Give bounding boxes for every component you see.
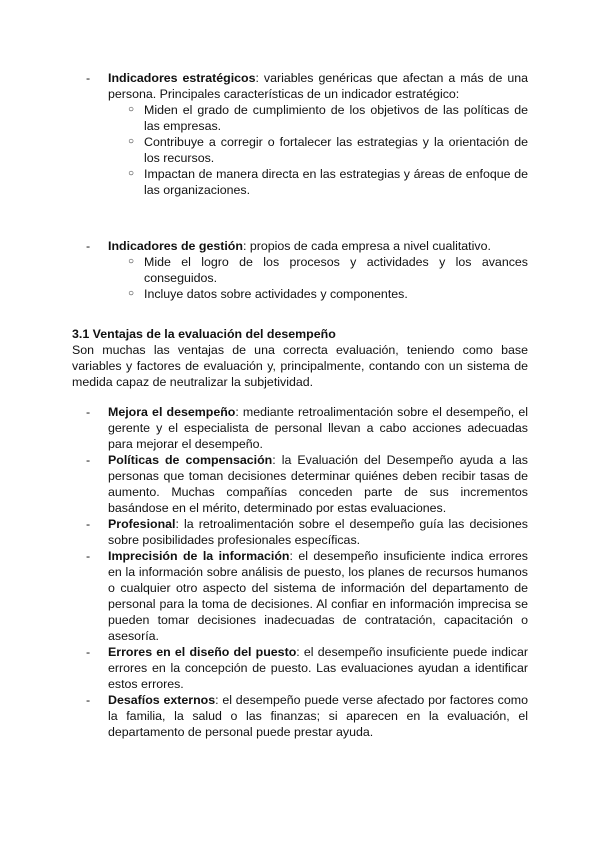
- sub-list-item: ○ Contribuye a corregir o fortalecer las estrategias y la orientación de los recursos.: [128, 135, 528, 165]
- term: Imprecisión de la información: [108, 549, 290, 563]
- dash-bullet: -: [86, 71, 91, 85]
- dash-bullet: -: [86, 645, 91, 659]
- dash-bullet: -: [86, 549, 91, 563]
- list-item: [72, 404, 528, 452]
- term: Indicadores estratégicos: [108, 71, 256, 85]
- circle-bullet: ○: [128, 256, 135, 267]
- definition: : propios de cada empresa a nivel cualitativo.: [242, 239, 491, 253]
- circle-bullet: ○: [128, 168, 135, 179]
- dash-bullet: -: [86, 693, 91, 707]
- dash-bullet: -: [86, 453, 91, 467]
- list-item: [72, 238, 528, 254]
- list-item: [72, 516, 528, 548]
- advantages-section: [72, 326, 528, 390]
- definition: : mediante retroalimentación sobre el desempeño, el gerente y el especialista de personal llevan a cabo acciones adecuadas para mejorar el desempeño.: [108, 405, 529, 451]
- strategic-indicators-block: [72, 70, 528, 198]
- definition: : la Evaluación del Desempeño ayuda a las personas que toman decisiones determinar quiénes deben recibir tasas de aumento. Muchas compañías conceden parte de sus incrementos basándose en el mérito, determinado por estas evaluaciones.: [108, 453, 528, 515]
- circle-bullet: ○: [128, 288, 135, 299]
- circle-bullet: ○: [128, 136, 135, 147]
- section-heading: 3.1 Ventajas de la evaluación del desempeño: [72, 327, 336, 341]
- dash-bullet: -: [86, 405, 91, 419]
- dash-bullet: -: [86, 517, 91, 531]
- dash-bullet: -: [86, 239, 91, 253]
- circle-bullet: ○: [128, 104, 135, 115]
- definition: : el desempeño insuficiente puede indicar errores en la concepción de puesto. Las evaluaciones ayudan a identificar estos errores.: [108, 645, 528, 691]
- sub-list-item: ○ Incluye datos sobre actividades y componentes.: [128, 287, 408, 301]
- list-item: [72, 548, 528, 644]
- term: Mejora el desempeño: [108, 405, 236, 419]
- definition: : variables genéricas que afectan a más de una persona. Principales características de un indicador estratégico:: [108, 71, 528, 101]
- list-item: [72, 452, 528, 516]
- advantages-list: [72, 404, 528, 740]
- intro-paragraph: Son muchas las ventajas de una correcta evaluación, teniendo como base variables y factores de evaluación y, principalmente, contando con un sistema de medida capaz de neutralizar la subjetividad.: [72, 343, 528, 389]
- management-indicators-block: [72, 238, 528, 302]
- sub-list-item: ○ Mide el logro de los procesos y actividades y los avances conseguidos.: [128, 255, 528, 285]
- list-item: [72, 644, 528, 692]
- definition: : el desempeño puede verse afectado por factores como la familia, la salud o las finanzas; si aparecen en la evaluación, el departamento de personal puede prestar ayuda.: [108, 693, 528, 739]
- list-item: [72, 692, 528, 740]
- definition: : la retroalimentación sobre el desempeño guía las decisiones sobre posibilidades profesionales específicas.: [108, 517, 528, 547]
- term: Desafíos externos: [108, 693, 216, 707]
- definition: : el desempeño insuficiente indica errores en la información sobre análisis de puesto, los planes de recursos humanos o cualquier otro aspecto del sistema de información del departamento de personal para la toma de decisiones. Al confiar en información imprecisa se pueden tomar decisiones inadecuadas de contratación, capacitación o asesoría.: [108, 549, 528, 643]
- term: Profesional: [108, 517, 176, 531]
- term: Políticas de compensación: [108, 453, 273, 467]
- term: Errores en el diseño del puesto: [108, 645, 297, 659]
- sub-list-item: ○ Impactan de manera directa en las estrategias y áreas de enfoque de las organizaciones.: [128, 167, 528, 197]
- sub-list-item: ○ Miden el grado de cumplimiento de los objetivos de las políticas de las empresas.: [128, 103, 528, 133]
- list-item: [72, 70, 528, 102]
- term: Indicadores de gestión: [108, 239, 243, 253]
